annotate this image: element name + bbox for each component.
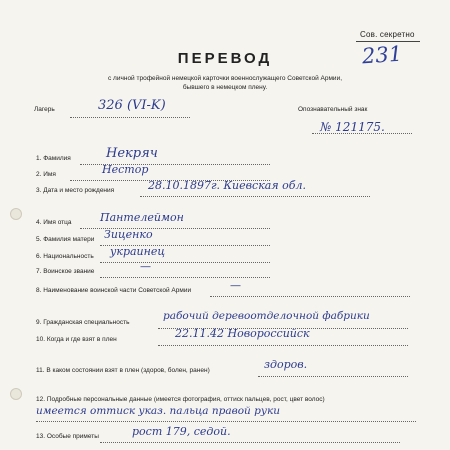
field-label-surname: 1. Фамилия — [36, 155, 71, 162]
field-value-rank: — — [140, 260, 151, 273]
field-underline — [158, 345, 408, 346]
field-label-name: 2. Имя — [36, 171, 56, 178]
subtitle-line-1: с личной трофейной немецкой карточки военнослужащего Советской Армии, — [107, 75, 343, 82]
field-value-unit: — — [230, 279, 241, 292]
field-label-nationality: 6. Национальность — [36, 253, 94, 260]
field-label-profession: 9. Гражданская специальность — [36, 319, 130, 326]
field-value-marks: рост 179, седой. — [132, 425, 231, 438]
field-value-capture: 22.11.42 Новороссийск — [175, 327, 310, 340]
field-value-name: Нестор — [102, 163, 149, 176]
binder-hole — [10, 208, 22, 220]
field-label-personal: 12. Подробные персональные данные (имеется фотография, оттиск пальцев, рост, цвет волос) — [36, 396, 325, 403]
camp-label: Лагерь — [34, 106, 55, 113]
field-value-birth: 28.10.1897г. Киевская обл. — [148, 179, 306, 192]
field-underline — [140, 196, 370, 197]
field-underline — [100, 442, 400, 443]
field-label-mother: 5. Фамилия матери — [36, 236, 95, 243]
binder-hole — [10, 388, 22, 400]
field-label-rank: 7. Воинское звание — [36, 268, 95, 275]
field-underline — [100, 277, 270, 278]
field-label-unit: 8. Наименование воинской части Советской Армии — [36, 287, 192, 294]
field-underline — [100, 262, 270, 263]
field-value-personal: имеется оттиск указ. пальца правой руки — [36, 405, 281, 417]
field-label-birth: 3. Дата и место рождения — [36, 187, 115, 194]
field-value-surname: Некряч — [106, 146, 158, 161]
field-underline — [210, 296, 410, 297]
field-label-father: 4. Имя отца — [36, 219, 72, 226]
camp-value: 326 (VI-K) — [98, 98, 166, 113]
page-subtitle — [50, 74, 400, 92]
field-label-marks: 13. Особые приметы — [36, 433, 99, 440]
field-label-capture: 10. Когда и где взят в плен — [36, 336, 117, 343]
field-value-father: Пантелеймон — [100, 211, 184, 224]
secret-label: Сов. секретно — [360, 30, 415, 39]
handwritten-number: 231 — [361, 41, 403, 69]
field-value-condition: здоров. — [264, 358, 308, 371]
page-title: ПЕРЕВОД — [177, 50, 273, 67]
field-underline — [258, 376, 408, 377]
camp-underline — [70, 117, 190, 118]
field-value-nationality: украинец — [110, 245, 166, 258]
field-value-mother: Зиценко — [104, 228, 153, 241]
subtitle-line-2: бывшего в немецком плену. — [182, 84, 268, 91]
field-value-profession: рабочий деревоотделочной фабрики — [163, 310, 370, 322]
tag-value: № 121175. — [320, 120, 385, 134]
field-underline — [36, 421, 416, 422]
field-label-condition: 11. В каком состоянии взят в плен (здоров, болен, ранен) — [36, 367, 210, 374]
tag-label: Опознавательный знак — [298, 106, 368, 113]
